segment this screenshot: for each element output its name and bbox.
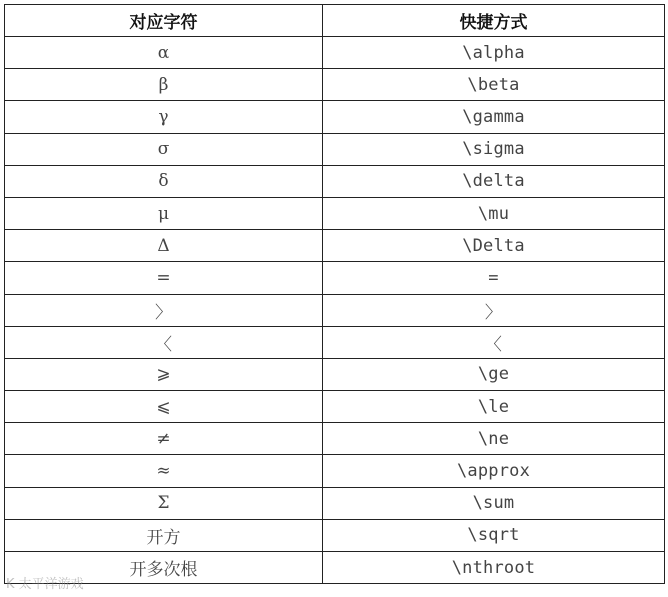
- cell-char: δ: [5, 165, 323, 197]
- table-row: [5, 262, 665, 294]
- table-row: [5, 101, 665, 133]
- table-row: [5, 391, 665, 423]
- cell-char: =: [5, 262, 323, 294]
- cell-shortcut: \ne: [323, 423, 665, 455]
- table-row: [5, 552, 665, 584]
- cell-shortcut: \delta: [323, 165, 665, 197]
- header-shortcut: 快捷方式: [323, 5, 665, 37]
- shortcut-table-wrapper: [4, 4, 664, 584]
- table-header-row: [5, 5, 665, 37]
- cell-shortcut: \mu: [323, 197, 665, 229]
- cell-shortcut: \gamma: [323, 101, 665, 133]
- table-row: [5, 519, 665, 551]
- cell-char: ⩽: [5, 391, 323, 423]
- cell-char: μ: [5, 197, 323, 229]
- cell-shortcut: \sum: [323, 487, 665, 519]
- cell-char: 〈: [5, 326, 323, 358]
- cell-char: 〉: [5, 294, 323, 326]
- table-row: [5, 294, 665, 326]
- cell-shortcut: \Delta: [323, 230, 665, 262]
- cell-char: Δ: [5, 230, 323, 262]
- cell-char: α: [5, 37, 323, 69]
- cell-shortcut: 〈: [323, 326, 665, 358]
- table-row: [5, 423, 665, 455]
- table-row: [5, 197, 665, 229]
- cell-char: γ: [5, 101, 323, 133]
- cell-shortcut: \approx: [323, 455, 665, 487]
- cell-shortcut: \sigma: [323, 133, 665, 165]
- table-row: [5, 358, 665, 390]
- cell-shortcut: \beta: [323, 69, 665, 101]
- watermark: K 太平洋游戏: [6, 577, 84, 592]
- cell-char: 开方: [5, 519, 323, 551]
- table-row: [5, 37, 665, 69]
- table-row: [5, 230, 665, 262]
- cell-shortcut: \nthroot: [323, 552, 665, 584]
- cell-char: ⩾: [5, 358, 323, 390]
- cell-char: 开多次根: [5, 552, 323, 584]
- table-row: [5, 165, 665, 197]
- table-row: [5, 326, 665, 358]
- cell-shortcut: 〉: [323, 294, 665, 326]
- table-row: [5, 455, 665, 487]
- cell-char: ≈: [5, 455, 323, 487]
- header-char: 对应字符: [5, 5, 323, 37]
- cell-shortcut: =: [323, 262, 665, 294]
- cell-char: Σ: [5, 487, 323, 519]
- cell-char: σ: [5, 133, 323, 165]
- table-row: [5, 69, 665, 101]
- cell-char: ≠: [5, 423, 323, 455]
- table-row: [5, 487, 665, 519]
- cell-shortcut: \sqrt: [323, 519, 665, 551]
- table-row: [5, 133, 665, 165]
- cell-char: β: [5, 69, 323, 101]
- cell-shortcut: \le: [323, 391, 665, 423]
- shortcut-table: [4, 4, 665, 584]
- cell-shortcut: \ge: [323, 358, 665, 390]
- cell-shortcut: \alpha: [323, 37, 665, 69]
